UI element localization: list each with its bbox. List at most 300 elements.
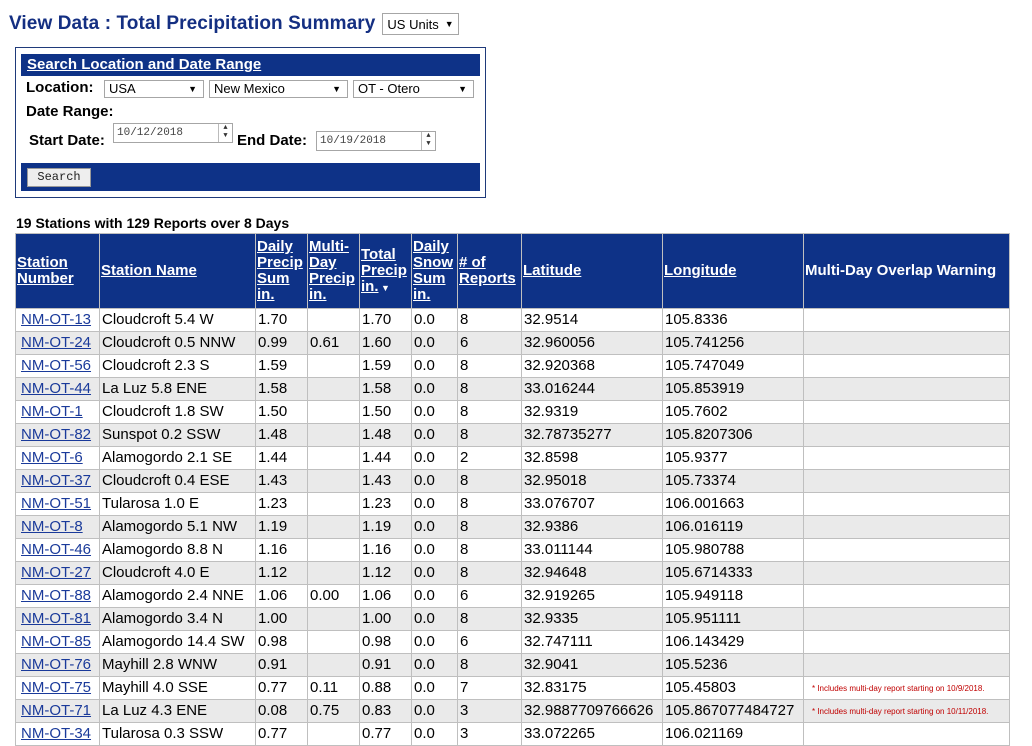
daily-precip-cell: 1.23 (256, 493, 308, 516)
overlap-warning-cell (804, 355, 1010, 378)
overlap-warning-text (806, 730, 812, 739)
overlap-warning-text (806, 592, 812, 601)
table-row (16, 378, 1010, 401)
col-header-link[interactable]: Daily Precip Sum in. (257, 238, 303, 303)
daily-precip-cell: 0.08 (256, 700, 308, 723)
county-value: OT - Otero (358, 81, 420, 96)
table-row (16, 424, 1010, 447)
col-header-link[interactable]: Daily Snow Sum in. (413, 238, 453, 303)
table-row (16, 677, 1010, 700)
latitude-cell: 32.9041 (522, 654, 663, 677)
daily-precip-cell: 1.44 (256, 447, 308, 470)
station-name-cell: Alamogordo 3.4 N (100, 608, 256, 631)
station-name-cell: Alamogordo 14.4 SW (100, 631, 256, 654)
col-daily-precip[interactable] (256, 234, 308, 309)
station-number-cell[interactable] (16, 585, 100, 608)
col-header-link[interactable]: # of Reports (459, 254, 516, 287)
col-header-link[interactable]: Longitude (664, 262, 737, 279)
table-row (16, 401, 1010, 424)
num-reports-cell: 8 (458, 424, 522, 447)
longitude-cell: 105.5236 (663, 654, 804, 677)
longitude-cell: 105.73374 (663, 470, 804, 493)
total-precip-cell: 1.70 (360, 309, 412, 332)
total-precip-cell: 0.77 (360, 723, 412, 746)
latitude-cell: 33.016244 (522, 378, 663, 401)
station-number-cell[interactable] (16, 608, 100, 631)
num-reports-cell: 8 (458, 378, 522, 401)
latitude-cell: 32.9319 (522, 401, 663, 424)
search-panel-title[interactable]: Search Location and Date Range (27, 56, 262, 73)
station-name-cell: Cloudcroft 4.0 E (100, 562, 256, 585)
multi-day-precip-cell (308, 378, 360, 401)
col-header-link[interactable]: Total Precip in. (361, 245, 407, 295)
num-reports-cell: 8 (458, 516, 522, 539)
table-row (16, 516, 1010, 539)
spin-down-icon: ▼ (223, 132, 228, 140)
station-link[interactable]: NM-OT-88 (21, 587, 92, 604)
daily-snow-cell: 0.0 (412, 309, 458, 332)
multi-day-precip-cell: 0.11 (308, 677, 360, 700)
overlap-warning-cell (804, 332, 1010, 355)
total-precip-cell: 1.44 (360, 447, 412, 470)
overlap-warning-cell (804, 378, 1010, 401)
overlap-warning-text (806, 569, 812, 578)
daily-precip-cell: 0.77 (256, 677, 308, 700)
overlap-warning-text (806, 615, 812, 624)
total-precip-cell: 1.58 (360, 378, 412, 401)
multi-day-precip-cell (308, 401, 360, 424)
daily-snow-cell: 0.0 (412, 447, 458, 470)
station-link[interactable]: NM-OT-46 (21, 541, 92, 558)
daily-precip-cell: 0.91 (256, 654, 308, 677)
station-number-cell[interactable] (16, 378, 100, 401)
table-row (16, 723, 1010, 746)
daily-snow-cell: 0.0 (412, 631, 458, 654)
overlap-warning-cell (804, 516, 1010, 539)
longitude-cell: 105.741256 (663, 332, 804, 355)
num-reports-cell: 6 (458, 631, 522, 654)
station-name-cell: Cloudcroft 0.5 NNW (100, 332, 256, 355)
station-name-cell: Tularosa 1.0 E (100, 493, 256, 516)
location-label: Location: (26, 79, 94, 96)
total-precip-cell: 0.83 (360, 700, 412, 723)
country-value: USA (109, 81, 136, 96)
latitude-cell: 32.78735277 (522, 424, 663, 447)
results-table (15, 233, 1010, 746)
station-name-cell: Cloudcroft 2.3 S (100, 355, 256, 378)
overlap-warning-text (806, 431, 812, 440)
overlap-warning-text (806, 661, 812, 670)
longitude-cell: 105.747049 (663, 355, 804, 378)
multi-day-precip-cell (308, 562, 360, 585)
table-row (16, 700, 1010, 723)
table-body (16, 309, 1010, 746)
title-row (9, 11, 459, 37)
daily-snow-cell: 0.0 (412, 700, 458, 723)
start-date-label: Start Date: (29, 132, 105, 149)
overlap-warning-cell (804, 723, 1010, 746)
daily-precip-cell: 0.77 (256, 723, 308, 746)
multi-day-precip-cell (308, 723, 360, 746)
daily-precip-cell: 0.98 (256, 631, 308, 654)
daily-precip-cell: 0.99 (256, 332, 308, 355)
station-link[interactable]: NM-OT-6 (21, 449, 83, 466)
multi-day-precip-cell: 0.00 (308, 585, 360, 608)
multi-day-precip-cell (308, 608, 360, 631)
county-select[interactable] (353, 80, 474, 98)
num-reports-cell: 6 (458, 585, 522, 608)
overlap-warning-text (806, 454, 812, 463)
station-link[interactable]: NM-OT-13 (21, 311, 92, 328)
latitude-cell: 32.9386 (522, 516, 663, 539)
station-number-cell[interactable] (16, 516, 100, 539)
station-name-cell: Cloudcroft 1.8 SW (100, 401, 256, 424)
station-link[interactable]: NM-OT-75 (21, 679, 92, 696)
multi-day-precip-cell (308, 355, 360, 378)
col-longitude[interactable] (663, 234, 804, 309)
start-date-input[interactable] (113, 123, 233, 143)
latitude-cell: 32.9887709766626 (522, 700, 663, 723)
spin-down-icon: ▼ (426, 140, 431, 148)
overlap-warning-cell (804, 470, 1010, 493)
daily-snow-cell: 0.0 (412, 355, 458, 378)
latitude-cell: 32.919265 (522, 585, 663, 608)
table-row (16, 562, 1010, 585)
state-select[interactable] (209, 80, 348, 98)
daily-precip-cell: 1.19 (256, 516, 308, 539)
latitude-cell: 32.747111 (522, 631, 663, 654)
station-number-cell[interactable] (16, 562, 100, 585)
spin-up-icon: ▲ (426, 132, 431, 140)
station-number-cell[interactable] (16, 539, 100, 562)
col-station-name[interactable] (100, 234, 256, 309)
daily-snow-cell: 0.0 (412, 493, 458, 516)
num-reports-cell: 8 (458, 401, 522, 424)
longitude-cell: 105.951111 (663, 608, 804, 631)
station-link[interactable]: NM-OT-71 (21, 702, 92, 719)
table-row (16, 355, 1010, 378)
station-number-cell[interactable] (16, 677, 100, 700)
station-name-cell: La Luz 5.8 ENE (100, 378, 256, 401)
total-precip-cell: 0.98 (360, 631, 412, 654)
num-reports-cell: 7 (458, 677, 522, 700)
num-reports-cell: 3 (458, 723, 522, 746)
table-row (16, 631, 1010, 654)
country-select[interactable] (104, 80, 204, 98)
multi-day-precip-cell (308, 654, 360, 677)
col-multi-day-precip[interactable] (308, 234, 360, 309)
latitude-cell: 32.94648 (522, 562, 663, 585)
latitude-cell: 32.9514 (522, 309, 663, 332)
end-date-input[interactable] (316, 131, 436, 151)
num-reports-cell: 8 (458, 470, 522, 493)
longitude-cell: 105.8207306 (663, 424, 804, 447)
station-link[interactable]: NM-OT-81 (21, 610, 92, 627)
station-number-cell[interactable] (16, 470, 100, 493)
col-header-link[interactable]: Latitude (523, 262, 582, 279)
daily-precip-cell: 1.00 (256, 608, 308, 631)
station-number-cell[interactable] (16, 332, 100, 355)
daily-snow-cell: 0.0 (412, 424, 458, 447)
station-number-cell[interactable] (16, 309, 100, 332)
multi-day-precip-cell (308, 470, 360, 493)
multi-day-precip-cell: 0.75 (308, 700, 360, 723)
latitude-cell: 32.960056 (522, 332, 663, 355)
chevron-down-icon: ▼ (444, 19, 454, 29)
daily-snow-cell: 0.0 (412, 608, 458, 631)
num-reports-cell: 2 (458, 447, 522, 470)
table-row (16, 447, 1010, 470)
search-panel (15, 47, 486, 198)
date-range-label: Date Range: (26, 103, 114, 120)
station-number-cell[interactable] (16, 723, 100, 746)
longitude-cell: 105.7602 (663, 401, 804, 424)
station-link[interactable]: NM-OT-85 (21, 633, 92, 650)
sort-desc-icon: ▼ (378, 282, 390, 293)
latitude-cell: 32.920368 (522, 355, 663, 378)
chevron-down-icon: ▼ (332, 84, 341, 94)
station-link[interactable]: NM-OT-76 (21, 656, 92, 673)
daily-snow-cell: 0.0 (412, 516, 458, 539)
overlap-warning-text (806, 523, 812, 532)
overlap-warning-text (806, 477, 812, 486)
multi-day-precip-cell (308, 516, 360, 539)
multi-day-precip-cell: 0.61 (308, 332, 360, 355)
station-name-cell: Alamogordo 5.1 NW (100, 516, 256, 539)
station-name-cell: Alamogordo 8.8 N (100, 539, 256, 562)
daily-snow-cell: 0.0 (412, 539, 458, 562)
col-station-number[interactable] (16, 234, 100, 309)
overlap-warning-cell (804, 401, 1010, 424)
station-number-cell[interactable] (16, 447, 100, 470)
col-num-reports[interactable] (458, 234, 522, 309)
daily-snow-cell: 0.0 (412, 677, 458, 700)
daily-precip-cell: 1.50 (256, 401, 308, 424)
table-row (16, 654, 1010, 677)
latitude-cell: 32.8598 (522, 447, 663, 470)
overlap-warning-text (806, 316, 812, 325)
daily-precip-cell: 1.70 (256, 309, 308, 332)
longitude-cell: 105.9377 (663, 447, 804, 470)
table-row (16, 493, 1010, 516)
station-number-cell[interactable] (16, 401, 100, 424)
overlap-warning-cell (804, 677, 1010, 700)
daily-snow-cell: 0.0 (412, 470, 458, 493)
total-precip-cell: 1.00 (360, 608, 412, 631)
units-select[interactable] (382, 13, 458, 35)
station-name-cell: Mayhill 4.0 SSE (100, 677, 256, 700)
station-link[interactable]: NM-OT-27 (21, 564, 92, 581)
search-panel-footer (21, 163, 480, 191)
station-link[interactable]: NM-OT-56 (21, 357, 92, 374)
station-name-cell: Alamogordo 2.1 SE (100, 447, 256, 470)
overlap-warning-text (806, 385, 812, 394)
overlap-warning-text (806, 408, 812, 417)
total-precip-cell: 1.19 (360, 516, 412, 539)
search-button[interactable]: Search (27, 168, 91, 187)
overlap-warning-text (806, 339, 812, 348)
overlap-warning-text (806, 546, 812, 555)
station-link[interactable]: NM-OT-1 (21, 403, 83, 420)
longitude-cell: 105.853919 (663, 378, 804, 401)
latitude-cell: 33.011144 (522, 539, 663, 562)
station-name-cell: Cloudcroft 5.4 W (100, 309, 256, 332)
col-daily-snow[interactable] (412, 234, 458, 309)
total-precip-cell: 1.59 (360, 355, 412, 378)
daily-snow-cell: 0.0 (412, 378, 458, 401)
col-total-precip[interactable] (360, 234, 412, 309)
overlap-warning-cell (804, 608, 1010, 631)
station-link[interactable]: NM-OT-51 (21, 495, 92, 512)
longitude-cell: 105.8336 (663, 309, 804, 332)
station-name-cell: Tularosa 0.3 SSW (100, 723, 256, 746)
state-value: New Mexico (214, 81, 285, 96)
overlap-warning-text: * Includes multi-day report starting on 10/11/2018. (812, 707, 989, 716)
total-precip-cell: 0.88 (360, 677, 412, 700)
page-title: View Data : Total Precipitation Summary (9, 13, 376, 34)
overlap-warning-cell (804, 562, 1010, 585)
daily-precip-cell: 1.48 (256, 424, 308, 447)
start-date-stepper[interactable] (218, 124, 232, 142)
multi-day-precip-cell (308, 493, 360, 516)
station-link[interactable]: NM-OT-24 (21, 334, 92, 351)
overlap-warning-cell (804, 631, 1010, 654)
col-overlap-warning: Multi-Day Overlap Warning (804, 234, 1010, 309)
station-name-cell: Sunspot 0.2 SSW (100, 424, 256, 447)
overlap-warning-cell (804, 424, 1010, 447)
spin-up-icon: ▲ (223, 124, 228, 132)
station-number-cell[interactable] (16, 355, 100, 378)
total-precip-cell: 1.48 (360, 424, 412, 447)
latitude-cell: 32.9335 (522, 608, 663, 631)
station-number-cell[interactable] (16, 654, 100, 677)
longitude-cell: 105.6714333 (663, 562, 804, 585)
num-reports-cell: 8 (458, 562, 522, 585)
col-header-link[interactable]: Station Name (101, 262, 197, 279)
station-number-cell[interactable] (16, 493, 100, 516)
results-summary: 19 Stations with 129 Reports over 8 Days (16, 215, 290, 231)
num-reports-cell: 8 (458, 608, 522, 631)
search-panel-header (21, 54, 480, 76)
table-row (16, 608, 1010, 631)
table-row (16, 539, 1010, 562)
num-reports-cell: 8 (458, 654, 522, 677)
latitude-cell: 32.95018 (522, 470, 663, 493)
station-name-cell: Cloudcroft 0.4 ESE (100, 470, 256, 493)
longitude-cell: 105.949118 (663, 585, 804, 608)
multi-day-precip-cell (308, 447, 360, 470)
station-name-cell: La Luz 4.3 ENE (100, 700, 256, 723)
overlap-warning-cell (804, 700, 1010, 723)
col-header-link[interactable]: Multi-Day Precip in. (309, 238, 355, 303)
table-row (16, 332, 1010, 355)
end-date-value: 10/19/2018 (320, 135, 387, 147)
station-number-cell[interactable] (16, 424, 100, 447)
total-precip-cell: 1.16 (360, 539, 412, 562)
daily-precip-cell: 1.59 (256, 355, 308, 378)
daily-snow-cell: 0.0 (412, 562, 458, 585)
table-row (16, 309, 1010, 332)
station-name-cell: Alamogordo 2.4 NNE (100, 585, 256, 608)
num-reports-cell: 8 (458, 539, 522, 562)
longitude-cell: 106.021169 (663, 723, 804, 746)
overlap-warning-cell (804, 585, 1010, 608)
overlap-warning-cell (804, 309, 1010, 332)
daily-precip-cell: 1.16 (256, 539, 308, 562)
daily-snow-cell: 0.0 (412, 654, 458, 677)
table-row (16, 585, 1010, 608)
daily-precip-cell: 1.06 (256, 585, 308, 608)
longitude-cell: 105.45803 (663, 677, 804, 700)
daily-snow-cell: 0.0 (412, 723, 458, 746)
overlap-warning-cell (804, 493, 1010, 516)
longitude-cell: 105.980788 (663, 539, 804, 562)
latitude-cell: 33.072265 (522, 723, 663, 746)
longitude-cell: 106.016119 (663, 516, 804, 539)
end-date-label: End Date: (237, 132, 308, 149)
latitude-cell: 32.83175 (522, 677, 663, 700)
total-precip-cell: 1.06 (360, 585, 412, 608)
overlap-warning-text (806, 638, 812, 647)
station-link[interactable]: NM-OT-44 (21, 380, 92, 397)
daily-snow-cell: 0.0 (412, 332, 458, 355)
longitude-cell: 106.001663 (663, 493, 804, 516)
station-number-cell[interactable] (16, 700, 100, 723)
chevron-down-icon: ▼ (458, 84, 467, 94)
col-header-link[interactable]: Station Number (17, 254, 74, 287)
overlap-warning-text (806, 500, 812, 509)
latitude-cell: 33.076707 (522, 493, 663, 516)
num-reports-cell: 8 (458, 355, 522, 378)
num-reports-cell: 3 (458, 700, 522, 723)
daily-snow-cell: 0.0 (412, 401, 458, 424)
end-date-stepper[interactable] (421, 132, 435, 150)
multi-day-precip-cell (308, 539, 360, 562)
station-link[interactable]: NM-OT-34 (21, 725, 92, 742)
daily-precip-cell: 1.43 (256, 470, 308, 493)
station-link[interactable]: NM-OT-82 (21, 426, 92, 443)
longitude-cell: 105.867077484727 (663, 700, 804, 723)
overlap-warning-text (806, 362, 812, 371)
daily-precip-cell: 1.12 (256, 562, 308, 585)
multi-day-precip-cell (308, 424, 360, 447)
station-name-cell: Mayhill 2.8 WNW (100, 654, 256, 677)
total-precip-cell: 1.50 (360, 401, 412, 424)
total-precip-cell: 1.43 (360, 470, 412, 493)
station-number-cell[interactable] (16, 631, 100, 654)
num-reports-cell: 8 (458, 309, 522, 332)
overlap-warning-cell (804, 654, 1010, 677)
total-precip-cell: 1.12 (360, 562, 412, 585)
longitude-cell: 106.143429 (663, 631, 804, 654)
units-value: US Units (387, 16, 439, 32)
table-header-row (16, 234, 1010, 309)
overlap-warning-cell (804, 539, 1010, 562)
col-latitude[interactable] (522, 234, 663, 309)
total-precip-cell: 1.60 (360, 332, 412, 355)
overlap-warning-cell (804, 447, 1010, 470)
num-reports-cell: 6 (458, 332, 522, 355)
station-link[interactable]: NM-OT-37 (21, 472, 92, 489)
daily-snow-cell: 0.0 (412, 585, 458, 608)
station-link[interactable]: NM-OT-8 (21, 518, 83, 535)
chevron-down-icon: ▼ (188, 84, 197, 94)
table-row (16, 470, 1010, 493)
num-reports-cell: 8 (458, 493, 522, 516)
total-precip-cell: 0.91 (360, 654, 412, 677)
multi-day-precip-cell (308, 631, 360, 654)
daily-precip-cell: 1.58 (256, 378, 308, 401)
